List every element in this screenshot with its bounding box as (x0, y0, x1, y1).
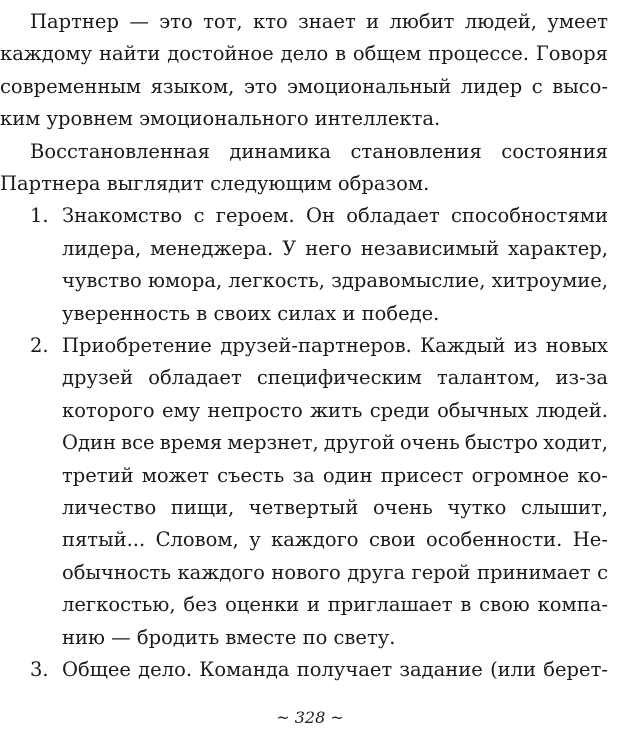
word: лидера, (62, 236, 142, 260)
word: жить (310, 398, 363, 422)
list-item-line (62, 528, 608, 552)
word: оценки (225, 593, 300, 617)
word: получает (296, 658, 393, 681)
word: в (335, 42, 347, 66)
word: все (121, 431, 155, 455)
list-item-line (62, 334, 608, 358)
word: обычность (62, 560, 171, 584)
word: обладает (346, 204, 440, 228)
word: свои (368, 528, 416, 552)
word: за (292, 463, 315, 487)
word: обычных (437, 398, 529, 422)
word: — (129, 10, 149, 33)
word: чувство (62, 269, 142, 293)
list-item-line (62, 593, 608, 617)
word: слышит, (521, 496, 608, 519)
word: лидер (460, 74, 523, 98)
word: которого (62, 398, 155, 422)
word: общем (352, 42, 422, 66)
word: быстро (464, 431, 539, 455)
list-item-line (62, 204, 608, 228)
word: У (282, 236, 297, 260)
word: героем. (215, 204, 295, 228)
paragraph-line (30, 140, 608, 164)
list-item-line (62, 366, 608, 390)
word: каждого (177, 560, 265, 584)
word: хитроумие, (491, 269, 608, 293)
list-item-line (62, 399, 608, 423)
paragraph-line (30, 10, 608, 34)
list-item-line: нию — бродить вместе по свету. (62, 625, 396, 649)
list-item-line (62, 464, 608, 488)
word: с (597, 560, 608, 584)
list-item-line (62, 561, 608, 585)
word: способностями (450, 204, 608, 228)
word: и (306, 593, 320, 617)
word: в (460, 593, 472, 617)
list-number: 1. (30, 204, 49, 228)
word: из-за (555, 366, 608, 390)
list-item-line: уверенность в своих силах и победе. (62, 301, 440, 325)
paragraph-line (0, 75, 608, 99)
list-item-line (62, 658, 608, 682)
list-number: 2. (30, 334, 49, 357)
paragraph-line: Партнера выглядит следующим образом. (0, 172, 430, 195)
word: людей. (535, 398, 608, 422)
word: пищи, (170, 496, 235, 519)
word: друга (347, 560, 406, 584)
list-item-line (62, 269, 608, 293)
word: Каждый (420, 334, 506, 357)
word: съесть (217, 463, 285, 487)
word: него (305, 236, 352, 260)
word: дело. (138, 658, 193, 681)
word: Словом, (155, 528, 239, 552)
word: умеет (547, 10, 608, 33)
word: очень (399, 431, 460, 455)
word: с (531, 74, 543, 98)
word: третий (62, 463, 134, 487)
paragraph-line: ким уровнем эмоционального интеллекта. (0, 107, 441, 131)
word: ходит, (543, 431, 608, 455)
word: любит (389, 10, 455, 33)
word: обладает (148, 366, 242, 390)
word: каждого (271, 528, 359, 552)
word: характер, (508, 236, 608, 260)
word: и (366, 10, 380, 33)
word: юмора, (147, 269, 223, 293)
word: непросто (207, 398, 303, 422)
word: (или (490, 658, 537, 681)
word: ко- (577, 463, 608, 487)
word: талантом, (437, 366, 541, 390)
word: задание (399, 658, 483, 681)
list-item-line (62, 496, 608, 520)
word: у (249, 528, 261, 552)
word: независимый (360, 236, 500, 260)
word: Он (305, 204, 335, 228)
word: Команда (199, 658, 290, 681)
word: чутко (447, 496, 507, 519)
word: из (513, 334, 538, 357)
word: принимает (477, 560, 591, 584)
word: новых (545, 334, 608, 357)
word: ему (161, 398, 201, 422)
word: найти (98, 42, 161, 66)
word: дело (280, 42, 329, 66)
word: тот, (203, 10, 243, 33)
page-number: ~ 328 ~ (276, 708, 344, 727)
word: другой (323, 431, 395, 455)
word: герой (411, 560, 471, 584)
word: Знакомство (62, 204, 183, 228)
word: легкостью, (62, 593, 176, 617)
word: время (159, 431, 223, 455)
word: среди (369, 398, 430, 422)
list-number: 3. (30, 658, 49, 681)
word: специфическим (256, 366, 422, 390)
word: свою (479, 593, 530, 617)
word: нового (271, 560, 341, 584)
word: личество (62, 496, 157, 519)
word: друзей-партнеров. (220, 334, 412, 357)
list-item-line (62, 237, 608, 261)
word: Говоря (535, 42, 608, 66)
word: языком, (150, 74, 235, 98)
word: Приобретение (62, 334, 212, 357)
word: огромное (471, 463, 570, 487)
word: менеджера. (150, 236, 274, 260)
word: эмоциональный (286, 74, 452, 98)
word: без (183, 593, 218, 617)
word: Не- (572, 528, 608, 552)
word: легкость, (228, 269, 325, 293)
word: друзей (62, 366, 134, 390)
word: становления (350, 139, 482, 163)
word: один (322, 463, 373, 487)
word: присест (380, 463, 464, 487)
word: кто (253, 10, 288, 33)
word: высо- (552, 74, 608, 98)
word: достойное (167, 42, 274, 66)
word: знает (298, 10, 356, 33)
word: может (141, 463, 209, 487)
word: процессе. (428, 42, 529, 66)
word: компа- (537, 593, 608, 617)
list-item-line (62, 431, 608, 455)
word: приглашает (327, 593, 453, 617)
word: Общее (62, 658, 131, 681)
word: мерзнет, (227, 431, 319, 455)
word: это (243, 74, 278, 98)
word: Один (62, 431, 116, 455)
word: состояния (501, 139, 608, 163)
word: очень (372, 496, 433, 519)
word: берет- (543, 658, 608, 681)
word: современным (0, 74, 142, 98)
word: здравомыслие, (331, 269, 486, 293)
word: это (159, 10, 193, 33)
word: людей, (464, 10, 537, 33)
word: каждому (0, 42, 93, 66)
word: Восстановленная (30, 139, 210, 163)
word: динамика (229, 139, 331, 163)
word: пятый... (62, 528, 146, 552)
paragraph-line (0, 42, 608, 66)
word: четвертый (248, 496, 359, 519)
word: с (193, 204, 205, 228)
word: особенности. (426, 528, 563, 552)
word: Партнер (30, 10, 119, 33)
